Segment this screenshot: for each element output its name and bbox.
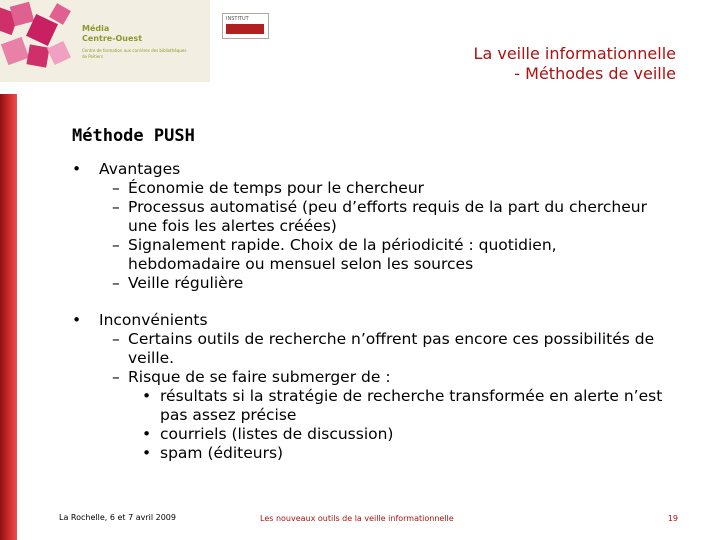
dash-icon: – bbox=[112, 198, 120, 216]
list-item: • courriels (listes de discussion) bbox=[142, 425, 394, 443]
bullet-inconvenients: • Inconvénients bbox=[72, 311, 208, 329]
media-centre-ouest-logo bbox=[0, 0, 210, 82]
footer-title: Les nouveaux outils de la veille informationnelle bbox=[260, 514, 454, 523]
slide-content bbox=[72, 160, 672, 463]
logo-subtitle: Centre de formation aux carrières des bibliothèques de Poitiers bbox=[82, 48, 187, 59]
dash-icon: – bbox=[112, 330, 120, 348]
list-item: – Risque de se faire submerger de : bbox=[112, 368, 391, 386]
page-number: 19 bbox=[667, 514, 678, 523]
list-item: • spam (éditeurs) bbox=[142, 444, 284, 462]
section-heading: Méthode PUSH bbox=[72, 126, 195, 146]
list-item: – Certains outils de recherche n’offrent pas encore ces possibilités de veille. bbox=[112, 330, 655, 367]
institute-logo-text: INSTITUT bbox=[226, 16, 249, 22]
bullet-dot-icon: • bbox=[142, 444, 152, 462]
dash-icon: – bbox=[112, 236, 120, 254]
dash-icon: – bbox=[112, 274, 120, 292]
institute-logo bbox=[222, 13, 269, 39]
left-decorative-bar bbox=[0, 94, 17, 540]
bullet-dot-icon: • bbox=[142, 425, 152, 443]
list-item: – Veille régulière bbox=[112, 274, 244, 292]
institute-logo-band bbox=[226, 24, 264, 34]
dash-icon: – bbox=[112, 368, 120, 386]
slide-title: La veille informationnelle - Méthodes de veille bbox=[473, 44, 676, 83]
bullet-dot-icon: • bbox=[72, 160, 82, 178]
list-item: – Économie de temps pour le chercheur bbox=[112, 179, 425, 197]
list-item: – Signalement rapide. Choix de la périodicité : quotidien, hebdomadaire ou mensuel selon les sources bbox=[112, 236, 557, 273]
logo-squares-icon bbox=[0, 0, 80, 82]
footer-date: La Rochelle, 6 et 7 avril 2009 bbox=[59, 513, 176, 522]
bullet-dot-icon: • bbox=[142, 387, 152, 405]
list-item: • résultats si la stratégie de recherche transformée en alerte n’est pas assez précise bbox=[142, 387, 663, 424]
bullet-avantages: • Avantages bbox=[72, 160, 181, 178]
bullet-dot-icon: • bbox=[72, 311, 82, 329]
list-item: – Processus automatisé (peu d’efforts requis de la part du chercheur une fois les alertes créées) bbox=[112, 198, 647, 235]
dash-icon: – bbox=[112, 179, 120, 197]
logo-title: Média Centre-Ouest bbox=[82, 24, 143, 43]
